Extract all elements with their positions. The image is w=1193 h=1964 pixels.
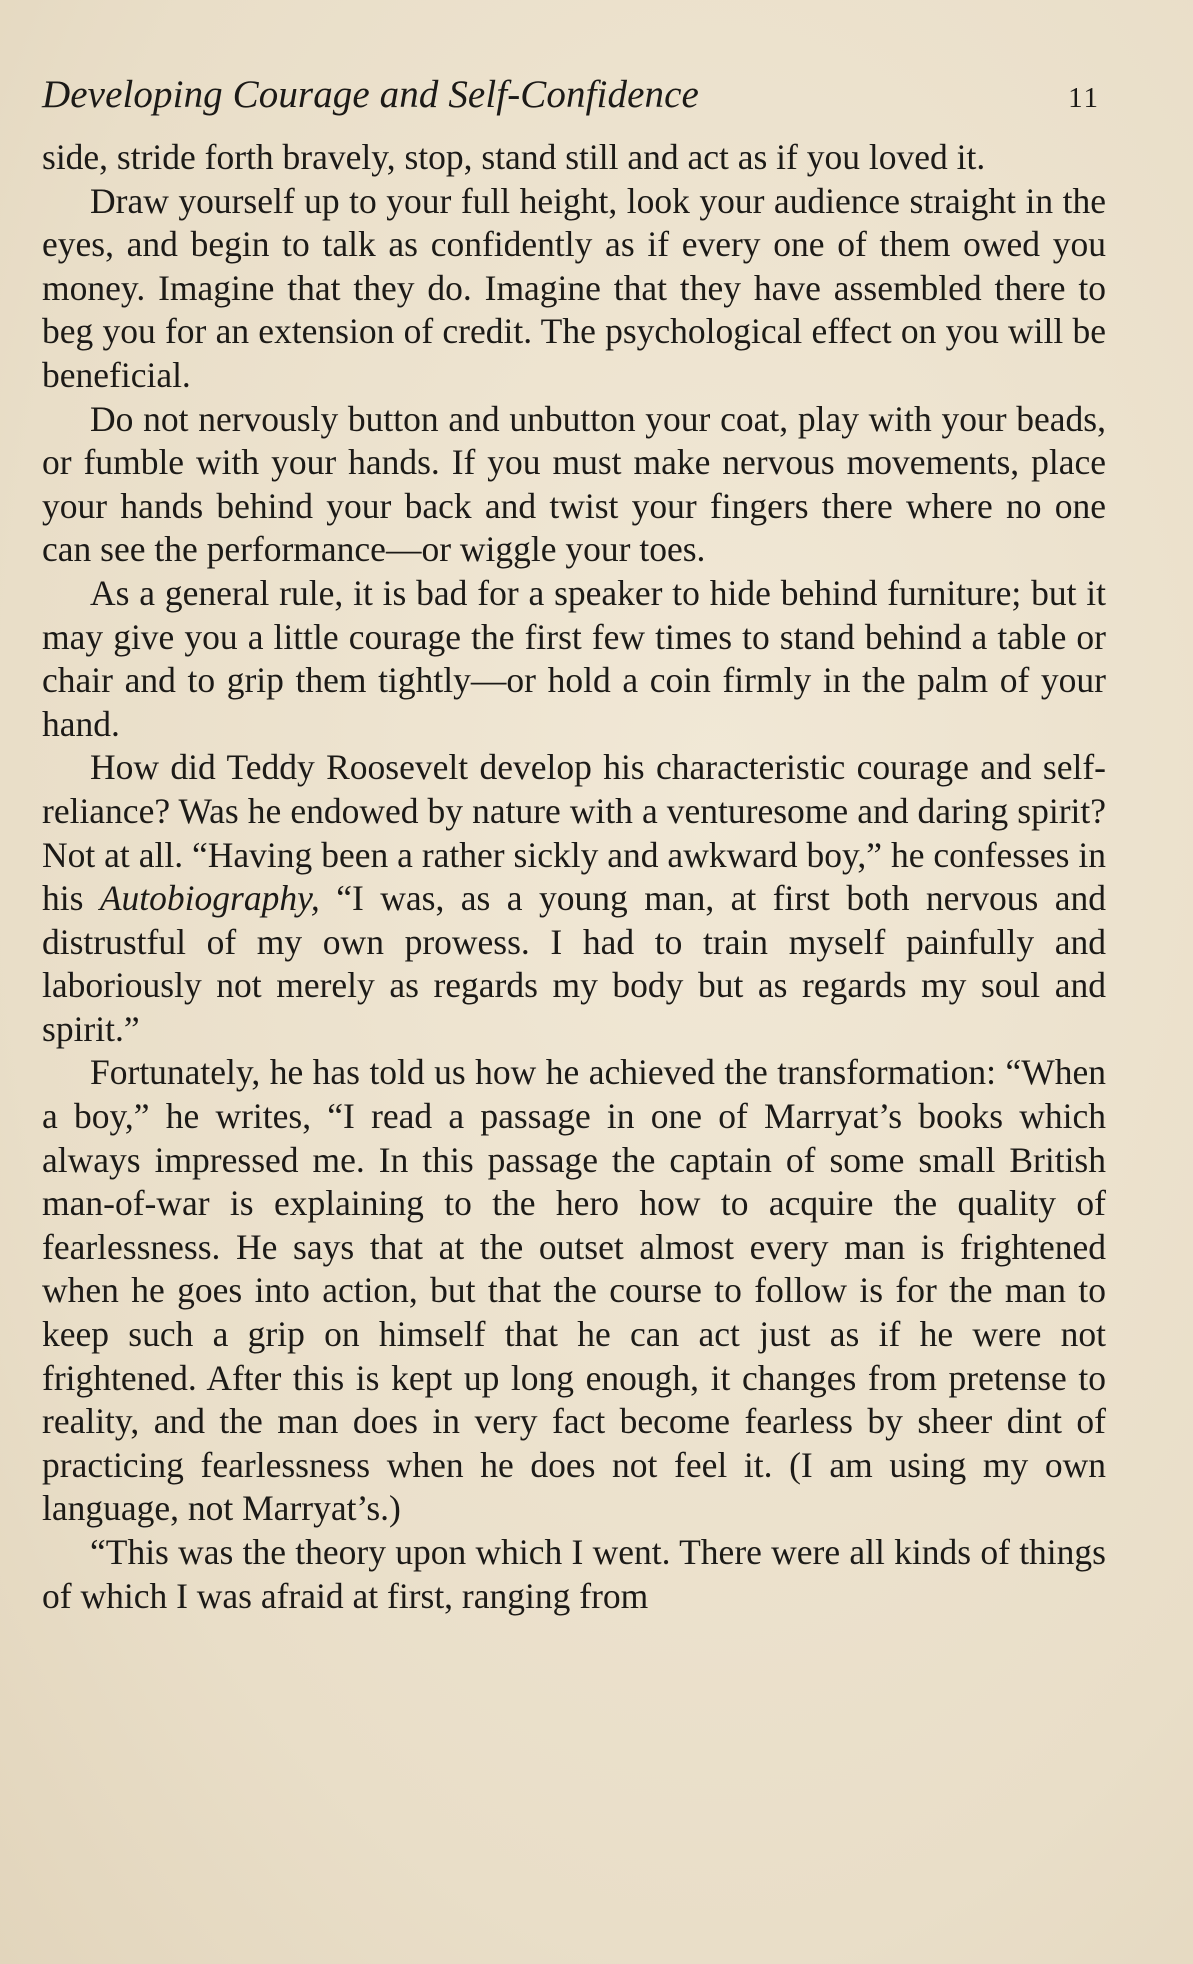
paragraph-nervous-movements: Do not nervously button and unbutton your coat, play with your beads, or fumble with your hands. If you must make nervous movements, place your hands behind your back and twist your fingers there where no one can see the performance—or wiggle your toes. xyxy=(42,398,1106,570)
paragraph-stance: Draw yourself up to your full height, look your audience straight in the eyes, and begin to talk as confidently as if every one of them owed you money. Imagine that they do. Imagine that they have assembled there to beg you for an extension of credit. The psychological effect on you will be beneficial. xyxy=(42,180,1106,395)
paragraph-theory: “This was the theory upon which I went. There were all kinds of things of which I was afraid at first, ranging from xyxy=(42,1532,1106,1616)
running-title: Developing Courage and Self-Confidence xyxy=(42,73,699,116)
book-title-autobiography: Autobiography, xyxy=(99,878,320,919)
running-head xyxy=(42,72,1106,128)
paragraph-furniture: As a general rule, it is bad for a speaker to hide behind furniture; but it may give you a little courage the first few times to stand behind a table or chair and to grip them tightly—or hold a coin firmly in the palm of your hand. xyxy=(42,572,1106,744)
body-text xyxy=(42,136,1106,1618)
roosevelt-text-after: “I was, as a young man, at first both nervous and distrustful of my own prowess. I had to train myself painfully and laboriously not merely as regards my body but as regards my soul and spirit.” xyxy=(42,878,1106,1049)
paragraph-continuation: side, stride forth bravely, stop, stand still and act as if you loved it. xyxy=(42,137,986,177)
roosevelt-text-before: How did Teddy Roosevelt develop his characteristic courage and self-reliance? Was he endowed by nature with a venturesome and daring spirit? Not at all. “Having been a rather sickly and awkward boy,” he confesses in his xyxy=(42,747,1106,919)
paragraph-roosevelt xyxy=(42,746,1106,1051)
paragraph-marryat: Fortunately, he has told us how he achieved the transformation: “When a boy,” he writes, “I read a passage in one of Marryat’s books which always impressed me. In this passage the captain of some small British man-of-war is explaining to the hero how to acquire the quality of fearlessness. He says that at the outset almost every man is frightened when he goes into action, but that the course to follow is for the man to keep such a grip on himself that he can act just as if he were not frightened. After this is kept up long enough, it changes from pretense to reality, and the man does in very fact become fearless by sheer dint of practicing fearlessness when he does not feel it. (I am using my own language, not Marryat’s.) xyxy=(42,1052,1106,1529)
page-number: 11 xyxy=(1068,82,1100,114)
